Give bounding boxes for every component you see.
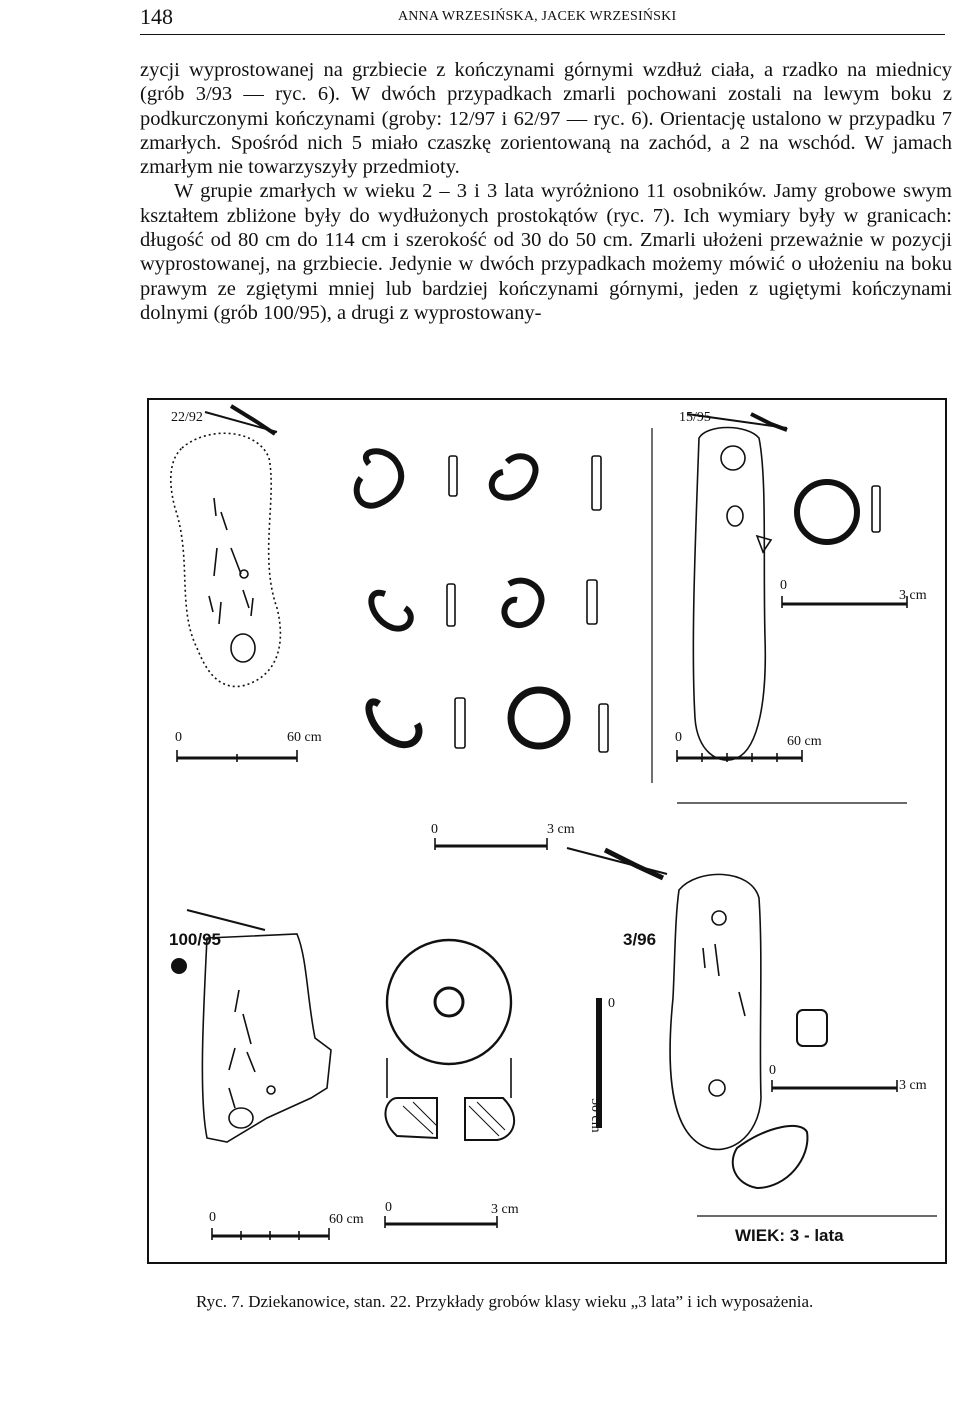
scale-60cm-zero: 0: [675, 730, 682, 745]
paragraph: zycji wyprostowanej na grzbiecie z kończynami górnymi wzdłuż ciała, a rzadko na miednicy (grób 3/93 — ryc. 6). W dwóch przypadkach zmarli pochowani zostali na lewym boku z podkurczonymi kończynami (groby: 12/97 i 62/97 — ryc. 6). Orientację ustalono w przypadku 7 zmarłych. Spośród nich 5 miało czaszkę zorientowaną na zachód, a 2 na wschód. W jamach zmarłym nie towarzyszyły przedmioty.: [140, 59, 952, 179]
scale-3cm-zero: 0: [780, 578, 787, 593]
page-number: 148: [140, 4, 173, 29]
scale-3cm-label: 3 cm: [899, 1078, 927, 1093]
grave-label-22-92: 22/92: [171, 410, 203, 425]
scale-60cm-label: 60 cm: [329, 1212, 364, 1227]
scale-3cm-zero: 0: [431, 822, 438, 837]
grave-label-15-95: 15/95: [679, 410, 711, 425]
scale-50cm-zero: 0: [608, 996, 615, 1011]
figure-plate: [147, 398, 947, 1264]
paragraph: W grupie zmarłych w wieku 2 – 3 i 3 lata wyróżniono 11 osobników. Jamy grobowe swym kształtem zbliżone były do wydłużonych prostokątów (ryc. 7). Ich wymiary były w granicach: długość od 80 cm do 114 cm i szerokość od 30 do 50 cm. Zmarli ułożeni przeważnie w pozycji wyprostowanej, na grzbiecie. Jedynie w dwóch przypadkach możemy mówić o ułożeniu na boku prawym ze zgiętymi mniej lub bardziej kończynami górnymi, jeden z ugiętymi kończynami dolnymi (grób 100/95), a drugi z wyprostowany-: [140, 180, 952, 324]
grave-label-100-95: 100/95: [169, 930, 221, 949]
scale-60cm-zero: 0: [175, 730, 182, 745]
scale-60cm-label: 60 cm: [787, 734, 822, 749]
grave-label-3-96: 3/96: [623, 930, 657, 949]
running-head: ANNA WRZESIŃSKA, JACEK WRZESIŃSKI: [398, 9, 677, 24]
scale-3cm-label: 3 cm: [547, 822, 575, 837]
scale-3cm-label: 3 cm: [899, 588, 927, 603]
figure-caption: Ryc. 7. Dziekanowice, stan. 22. Przykłady grobów klasy wieku „3 lata” i ich wyposażenia.: [196, 1292, 814, 1311]
scale-60cm-label: 60 cm: [287, 730, 322, 745]
age-label: WIEK: 3 - lata: [735, 1226, 844, 1245]
body-text: [140, 58, 952, 325]
scale-3cm-zero: 0: [769, 1063, 776, 1078]
scale-3cm-label: 3 cm: [491, 1202, 519, 1217]
page-header: [140, 0, 945, 35]
scale-50cm-label: 50 cm: [588, 1098, 603, 1133]
scale-3cm-zero: 0: [385, 1200, 392, 1215]
scale-60cm-zero: 0: [209, 1210, 216, 1225]
